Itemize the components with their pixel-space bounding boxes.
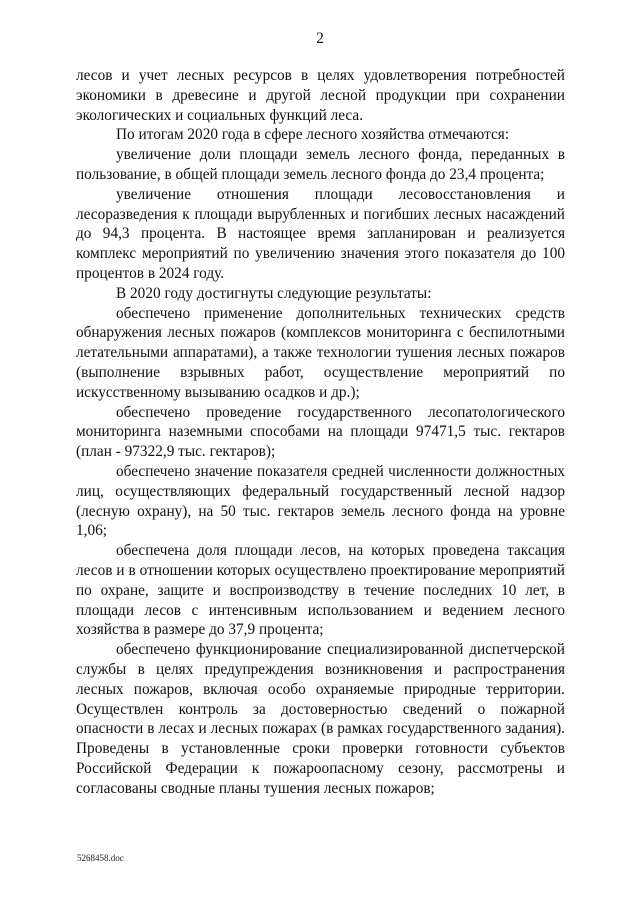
paragraph-pathology-monitoring: обеспечено проведение государственного лесопатологического мониторинга наземными способами на площади 97471,5 тыс. гектаров (план - 97322,9 тыс. гектаров);	[76, 403, 565, 461]
footer-file-name: 5268458.doc	[77, 853, 124, 863]
paragraph-reforestation-ratio: увеличение отношения площади лесовосстановления и лесоразведения к площади вырубленных и погибших лесных насаждений до 94,3 процента. В настоящее время запланирован и реализуется комплекс мероприятий по увеличению значения этого показателя до 100 процентов в 2024 году.	[76, 185, 565, 282]
paragraph-forest-guard: обеспечено значение показателя средней численности должностных лиц, осуществляющих федеральный государственный лесной надзор (лесную охрану), на 50 тыс. гектаров земель лесного фонда на уровне 1,06;	[76, 462, 565, 540]
paragraph-continuation: лесов и учет лесных ресурсов в целях удовлетворения потребностей экономики в древесине и другой лесной продукции при сохранении экологических и социальных функций леса.	[76, 67, 565, 124]
paragraph-achieved-results-intro: В 2020 году достигнуты следующие результаты:	[116, 284, 432, 302]
paragraph-forest-inventory: обеспечена доля площади лесов, на которых проведена таксация лесов и в отношении которых осуществлено проектирование мероприятий по охране, защите и воспроизводству в течение последних 10 лет, в площади лесов с интенсивным использованием и ведением лесного хозяйства в размере до 37,9 процента;	[76, 542, 565, 639]
paragraph-results-intro-2020: По итогам 2020 года в сфере лесного хозяйства отмечаются:	[116, 126, 510, 144]
document-body	[76, 66, 565, 798]
paragraph-fire-detection: обеспечено применение дополнительных технических средств обнаружения лесных пожаров (комплексов мониторинга с беспилотными летательными аппаратами), а также технологии тушения лесных пожаров (выполнение взрывных работ, осуществление мероприятий по искусственному вызыванию осадков и др.);	[76, 304, 565, 401]
page-number: 2	[316, 30, 324, 47]
paragraph-dispatch-service: обеспечено функционирование специализированной диспетчерской службы в целях предупреждения возникновения и распространения лесных пожаров, включая особо охраняемые природные территории. Осуществлен контроль за достоверностью сведений о пожарной опасности в лесах и лесных пожарах (в рамках государственного задания). Проведены в установленные сроки проверки готовности субъектов Российской Федерации к пожароопасному сезону, рассмотрены и согласованы сводные планы тушения лесных пожаров;	[76, 641, 565, 797]
paragraph-land-share: увеличение доли площади земель лесного фонда, переданных в пользование, в общей площади земель лесного фонда до 23,4 процента;	[76, 146, 565, 183]
